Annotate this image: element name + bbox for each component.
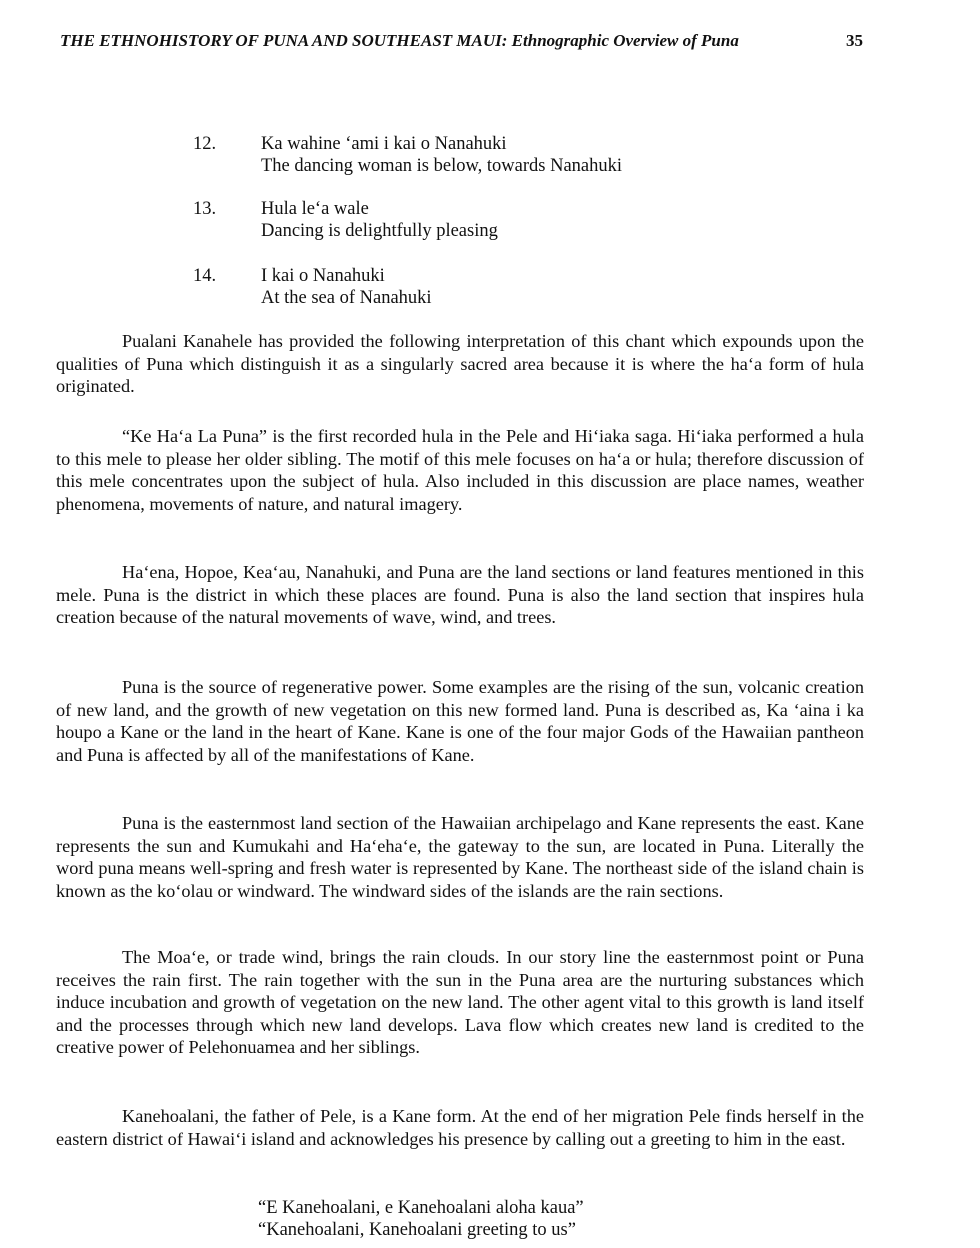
verse-hawaiian-line: Hula le‘a wale bbox=[261, 199, 369, 219]
verse-hawaiian-line: I kai o Nanahuki bbox=[261, 266, 385, 286]
verse-number: 12. bbox=[193, 134, 217, 154]
paragraph-easternmost: Puna is the easternmost land section of the Hawaiian archipelago and Kane represents the east. Kane represents the sun and Kumukahi and Ha‘eha‘e, the gateway to the sun, are located in Puna. Literally the word puna means well-spring and fresh water is represented by Kane. The northeast side of the island chain is known as the ko‘olau or windward. The windward sides of the islands are the rain sections. bbox=[56, 813, 864, 901]
verse-number: 13. bbox=[193, 199, 217, 219]
verse-hawaiian-line: Ka wahine ‘ami i kai o Nanahuki bbox=[261, 134, 507, 154]
running-header: THE ETHNOHISTORY OF PUNA AND SOUTHEAST MAUI: Ethnographic Overview of Puna bbox=[60, 31, 739, 50]
paragraph-ke-haa-la-puna: “Ke Ha‘a La Puna” is the first recorded hula in the Pele and Hi‘iaka saga. Hi‘iaka performed a hula to this mele to please her older sibling. The motif of this mele focuses on ha‘a or hula; therefore discussion of this mele concentrates upon the subject of hula. Also included in this discussion are place names, weather phenomena, movements of nature, and natural imagery. bbox=[56, 426, 864, 514]
paragraph-interpretation-intro: Pualani Kanahele has provided the following interpretation of this chant which expounds upon the qualities of Puna which distinguish it as a singularly sacred area because it is where the ha‘a form of hula originated. bbox=[56, 331, 864, 397]
closing-quote-english: “Kanehoalani, Kanehoalani greeting to us” bbox=[258, 1220, 576, 1240]
paragraph-moae-trade-wind: The Moa‘e, or trade wind, brings the rain clouds. In our story line the easternmost point or Puna receives the rain first. The rain together with the sun in the Puna area are the nurturing substances which induce incubation and growth of vegetation on the new land. The other agent vital to this growth is land itself and the processes through which new land develops. Lava flow which creates new land is credited to the creative power of Pelehonuamea and her siblings. bbox=[56, 947, 864, 1058]
paragraph-kanehoalani: Kanehoalani, the father of Pele, is a Kane form. At the end of her migration Pele finds herself in the eastern district of Hawai‘i island and acknowledges his presence by calling out a greeting to him in the east. bbox=[56, 1106, 864, 1149]
page-number: 35 bbox=[846, 31, 863, 50]
closing-quote-hawaiian: “E Kanehoalani, e Kanehoalani aloha kaua” bbox=[258, 1198, 584, 1218]
verse-english-line: At the sea of Nanahuki bbox=[261, 288, 432, 308]
paragraph-regenerative-power: Puna is the source of regenerative power. Some examples are the rising of the sun, volcanic creation of new land, and the growth of new vegetation on this new formed land. Puna is described as, Ka ‘aina i ka houpo a Kane or the land in the heart of Kane. Kane is one of the four major Gods of the Hawaiian pantheon and Puna is affected by all of the manifestations of Kane. bbox=[56, 677, 864, 765]
verse-english-line: Dancing is delightfully pleasing bbox=[261, 221, 498, 241]
verse-english-line: The dancing woman is below, towards Nanahuki bbox=[261, 156, 623, 176]
paragraph-land-sections: Ha‘ena, Hopoe, Kea‘au, Nanahuki, and Puna are the land sections or land features mentioned in this mele. Puna is the district in which these places are found. Puna is also the land section that inspires hula creation because of the natural movements of wave, wind, and trees. bbox=[56, 562, 864, 628]
verse-number: 14. bbox=[193, 266, 217, 286]
